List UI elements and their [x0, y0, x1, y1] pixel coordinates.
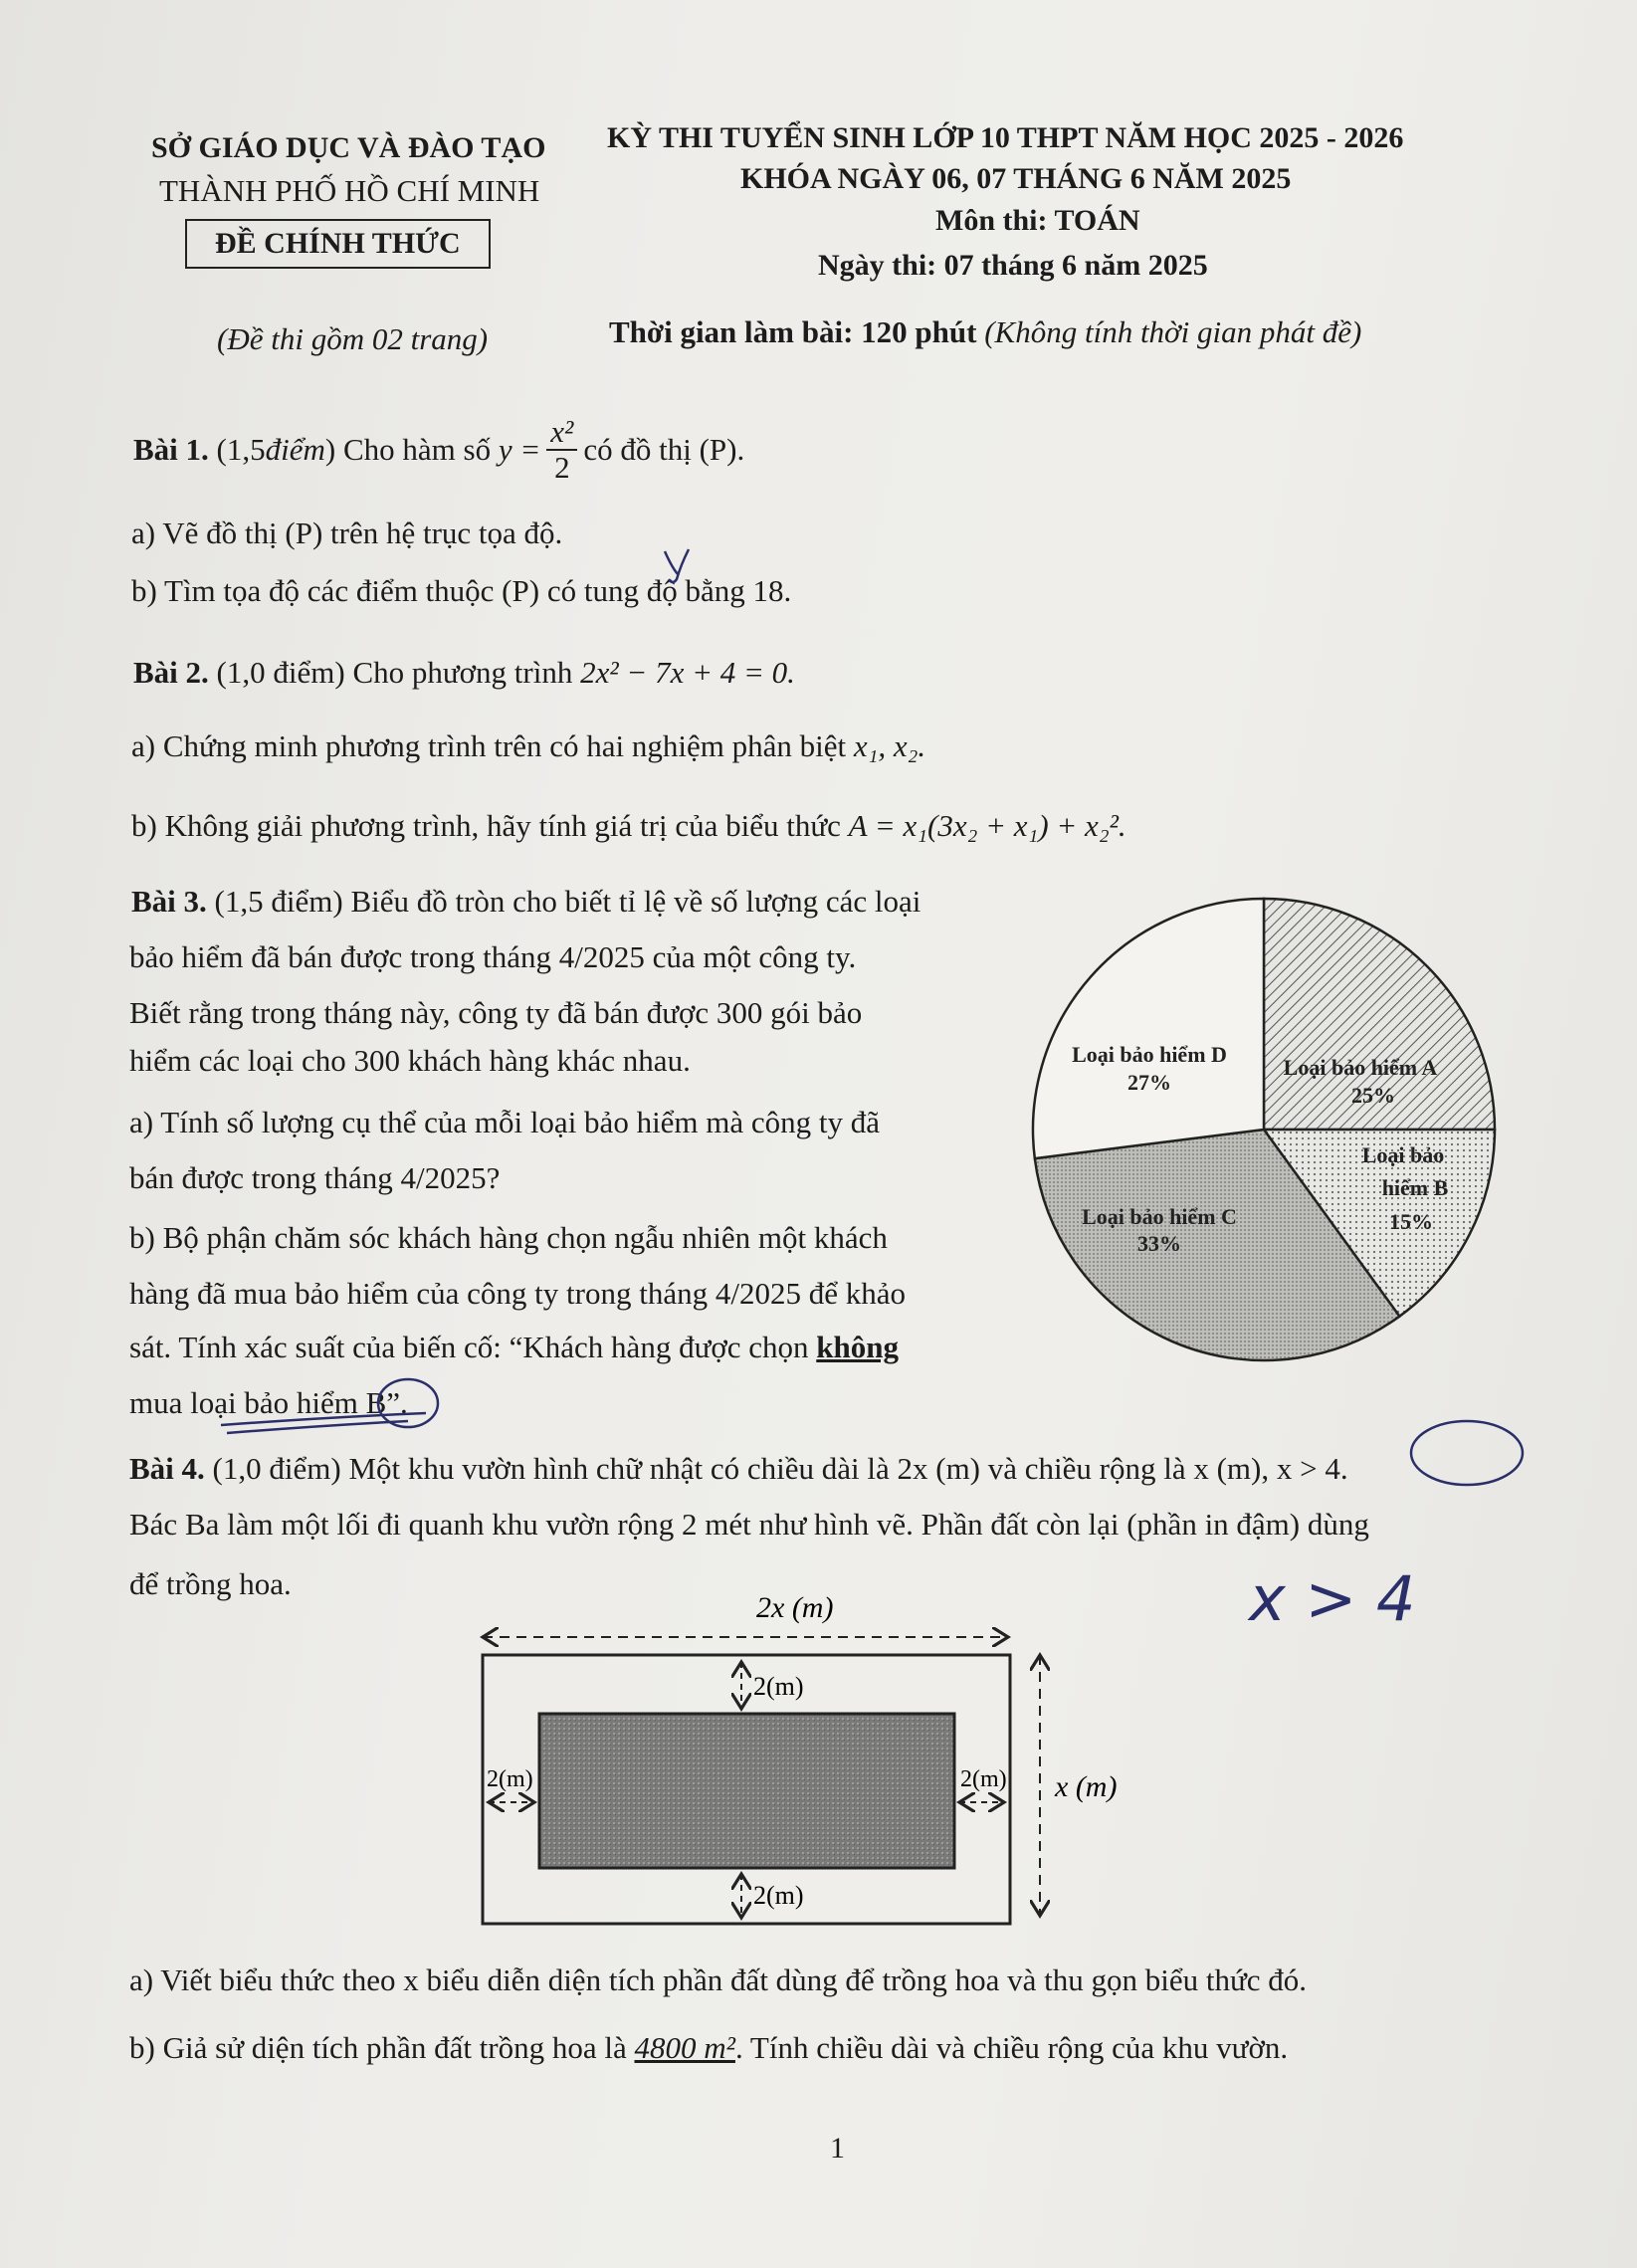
- dept-line2: THÀNH PHỐ HỒ CHÍ MINH: [159, 173, 540, 208]
- handwritten-y-mark: [659, 545, 699, 585]
- bai1-frac-num: x²: [546, 416, 577, 451]
- pie-label-c-name: Loại bảo hiểm C: [1082, 1204, 1237, 1229]
- bai1-points-word: điểm: [265, 432, 325, 468]
- bai4-line2: Bác Ba làm một lối đi quanh khu vườn rộng 2 mét như hình vẽ. Phần đất còn lại (phần in đậm) dùng: [129, 1507, 1369, 1542]
- exam-subject: Môn thi: TOÁN: [935, 204, 1140, 237]
- bai1-y-eq: y =: [498, 432, 541, 468]
- bai2-points: (1,0 điểm): [216, 655, 345, 690]
- bai2-b-text: b) Không giải phương trình, hãy tính giá trị của biểu thức: [131, 808, 841, 843]
- pages-note: (Đề thi gồm 02 trang): [217, 321, 489, 356]
- bai3-b-line3-pre: sát. Tính xác suất của biến cố: “Khách hàng được chọn: [129, 1330, 809, 1364]
- pie-label-d-pct: 27%: [1127, 1070, 1171, 1095]
- fig-top-label: 2x (m): [756, 1591, 834, 1624]
- pie-label-a-pct: 25%: [1351, 1083, 1395, 1108]
- bai2-a-text: a) Chứng minh phương trình trên có hai nghiệm phân biệt: [131, 728, 847, 763]
- bai1-label: Bài 1.: [133, 432, 209, 468]
- exam-session: KHÓA NGÀY 06, 07 THÁNG 6 NĂM 2025: [740, 162, 1292, 195]
- pie-slice-d: [1033, 899, 1264, 1158]
- bai3-points: (1,5 điểm): [214, 884, 343, 919]
- pie-label-c-pct: 33%: [1137, 1231, 1181, 1256]
- pie-label-b-name1: Loại bảo: [1361, 1142, 1445, 1167]
- pie-slices: [1033, 899, 1495, 1360]
- bai3-b-line3: [129, 1330, 899, 1365]
- garden-figure: [473, 1587, 1169, 1946]
- pie-label-d-name: Loại bảo hiểm D: [1072, 1042, 1227, 1067]
- bai2-b-math: A = x₁(3x₂ + x₁) + x₂².: [848, 808, 1126, 843]
- bai4-line1: Một khu vườn hình chữ nhật có chiều dài là 2x (m) và chiều rộng là x (m), x > 4.: [348, 1451, 1348, 1486]
- bai2-heading: [133, 655, 795, 691]
- bai4-b-math: 4800 m²: [634, 2030, 735, 2065]
- time-line: [609, 314, 1361, 350]
- pie-label-a-name: Loại bảo hiểm A: [1283, 1055, 1438, 1080]
- official-box: ĐỀ CHÍNH THỨC: [185, 219, 491, 269]
- bai3-b-line4: mua loại bảo hiểm B”.: [129, 1385, 408, 1420]
- fig-flower-bed: [539, 1714, 954, 1868]
- fig-bottom-gap-label: 2(m): [753, 1881, 804, 1910]
- bai1-tail: có đồ thị (P).: [583, 432, 745, 468]
- exam-title: KỲ THI TUYỂN SINH LỚP 10 THPT NĂM HỌC 2025 - 2026: [607, 121, 1404, 154]
- bai1-heading: [133, 416, 744, 485]
- bai2-a-math: x₁, x₂.: [853, 728, 926, 763]
- pie-chart: [1025, 891, 1503, 1368]
- dept-line1: SỞ GIÁO DỤC VÀ ĐÀO TẠO: [151, 131, 546, 164]
- bai2-label: Bài 2.: [133, 655, 209, 690]
- handwritten-circle-mark: [1403, 1411, 1533, 1491]
- bai3-line3: Biết rằng trong tháng này, công ty đã bán được 300 gói bảo: [129, 995, 863, 1030]
- handwritten-underline-mark: [209, 1373, 448, 1443]
- bai1-frac-den: 2: [554, 449, 570, 485]
- bai2-equation: 2x² − 7x + 4 = 0.: [580, 655, 795, 690]
- bai4-b: [129, 2030, 1288, 2066]
- bai4-points: (1,0 điểm): [212, 1451, 341, 1486]
- bai1-b: b) Tìm tọa độ các điểm thuộc (P) có tung độ bằng 18.: [131, 573, 792, 608]
- bai1-points-open: (1,5: [216, 432, 266, 468]
- fig-side-label: x (m): [1055, 1770, 1118, 1803]
- bai2-b: [131, 808, 1126, 844]
- bai3-a-line1: a) Tính số lượng cụ thể của mỗi loại bảo hiểm mà công ty đã: [129, 1105, 881, 1139]
- bai4-a: a) Viết biểu thức theo x biểu diễn diện tích phần đất dùng để trồng hoa và thu gọn biểu thức đó.: [129, 1962, 1308, 1997]
- pie-label-b-pct: 15%: [1389, 1209, 1433, 1234]
- bai4-heading: [129, 1451, 1348, 1487]
- time-note: (Không tính thời gian phát đề): [984, 314, 1362, 349]
- bai2-intro: Cho phương trình: [352, 655, 573, 690]
- bai3-label: Bài 3.: [131, 884, 207, 919]
- bai4-b-post: . Tính chiều dài và chiều rộng của khu vườn.: [734, 2030, 1289, 2065]
- bai3-line4: hiểm các loại cho 300 khách hàng khác nhau.: [129, 1043, 691, 1078]
- bai3-line2: bảo hiểm đã bán được trong tháng 4/2025 của một công ty.: [129, 939, 857, 974]
- fig-right-gap-label: 2(m): [960, 1766, 1007, 1792]
- bai4-label: Bài 4.: [129, 1451, 205, 1486]
- bai1-points-close: ): [324, 432, 336, 468]
- fig-left-gap-label: 2(m): [487, 1766, 533, 1792]
- bai1-fraction: [546, 416, 577, 485]
- bai3-b-line1: b) Bộ phận chăm sóc khách hàng chọn ngẫu nhiên một khách: [129, 1220, 888, 1255]
- bai3-b-line2: hàng đã mua bảo hiểm của công ty trong tháng 4/2025 để khảo: [129, 1276, 906, 1311]
- fig-top-gap-label: 2(m): [753, 1672, 804, 1701]
- bai1-intro: Cho hàm số: [342, 432, 492, 468]
- bai2-a: [131, 728, 925, 764]
- bai4-line3: để trồng hoa.: [129, 1566, 292, 1601]
- bai3-a-line2: bán được trong tháng 4/2025?: [129, 1160, 501, 1195]
- bai3-line1: Biểu đồ tròn cho biết tỉ lệ về số lượng các loại: [350, 884, 921, 919]
- time-bold: Thời gian làm bài: 120 phút: [609, 314, 977, 349]
- bai1-a: a) Vẽ đồ thị (P) trên hệ trục tọa độ.: [131, 515, 563, 550]
- pie-label-b-name2: hiểm B: [1381, 1175, 1449, 1200]
- bai3-b-line3-bold: không: [816, 1330, 900, 1364]
- handwritten-note: x > 4: [1249, 1562, 1416, 1635]
- bai4-b-pre: b) Giả sử diện tích phần đất trồng hoa là: [129, 2030, 627, 2065]
- exam-date: Ngày thi: 07 tháng 6 năm 2025: [818, 249, 1208, 282]
- page-number: 1: [830, 2132, 845, 2165]
- bai3-heading: [131, 884, 921, 920]
